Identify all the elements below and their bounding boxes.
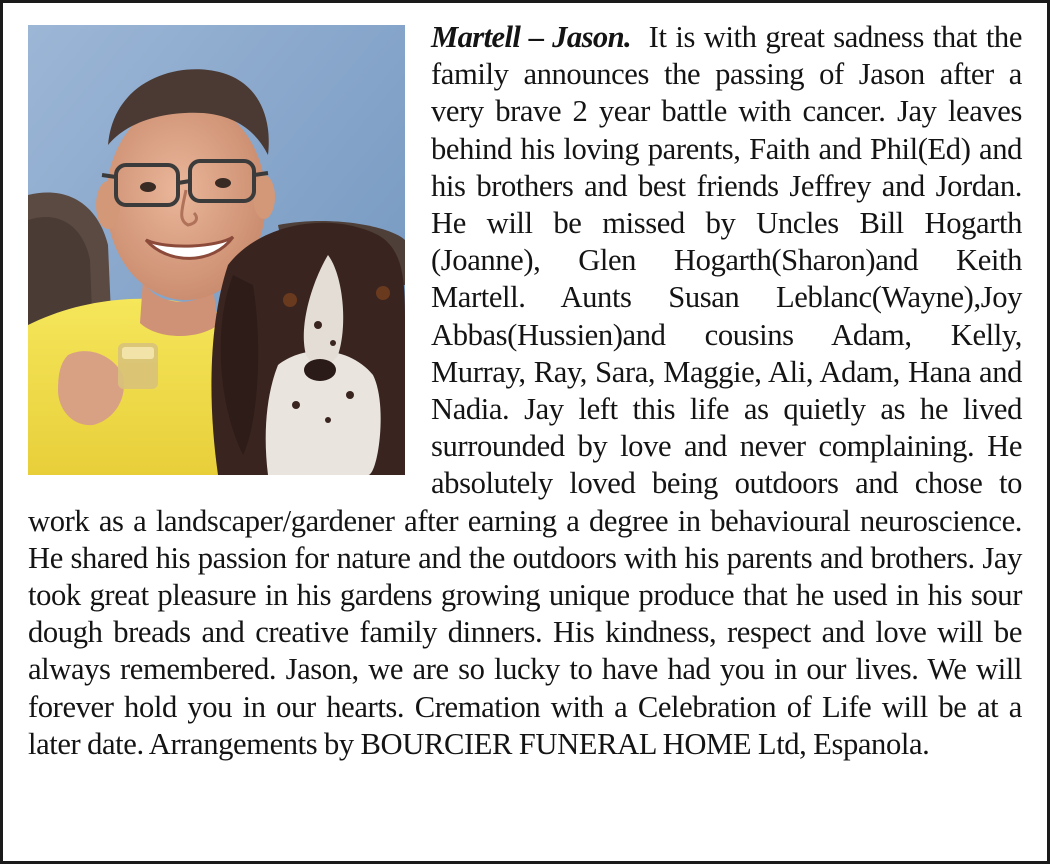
portrait-photo <box>28 25 405 475</box>
portrait-illustration <box>28 25 405 475</box>
obituary-body: It is with great sadness that the family announces the passing of Jason after a very brave 2 year battle with cancer. Jay leaves behind his loving parents, Faith and Phil(Ed) and his brothers and best friends Jeffrey and Jordan. He will be missed by Uncles Bill Hogarth (Joanne), Glen Hogarth(Sharon)and Keith Martell. Aunts Susan Leblanc(Wayne),Joy Abbas(Hussien)and cousins Adam, Kelly, Murray, Ray, Sara, Maggie, Ali, Adam, Hana and Nadia. Jay left this life as quietly as he lived surrounded by love and never complaining. He absolutely loved being outdoors and chose to work as a landscaper/gardener after earning a degree in behavioural neuroscience. He shared his passion for nature and the outdoors with his parents and brothers. Jay took great pleasure in his gardens growing unique produce that he used in his sour dough breads and creative family dinners. His kindness, respect and love will be always remembered. Jason, we are so lucky to have had you in our lives. We will forever hold you in our hearts. Cremation with a Celebration of Life will be at a later date. Arrangements by BOURCIER FUNERAL HOME Ltd, Espanola. <box>28 20 1022 761</box>
deceased-name: Martell – Jason. <box>431 20 632 54</box>
